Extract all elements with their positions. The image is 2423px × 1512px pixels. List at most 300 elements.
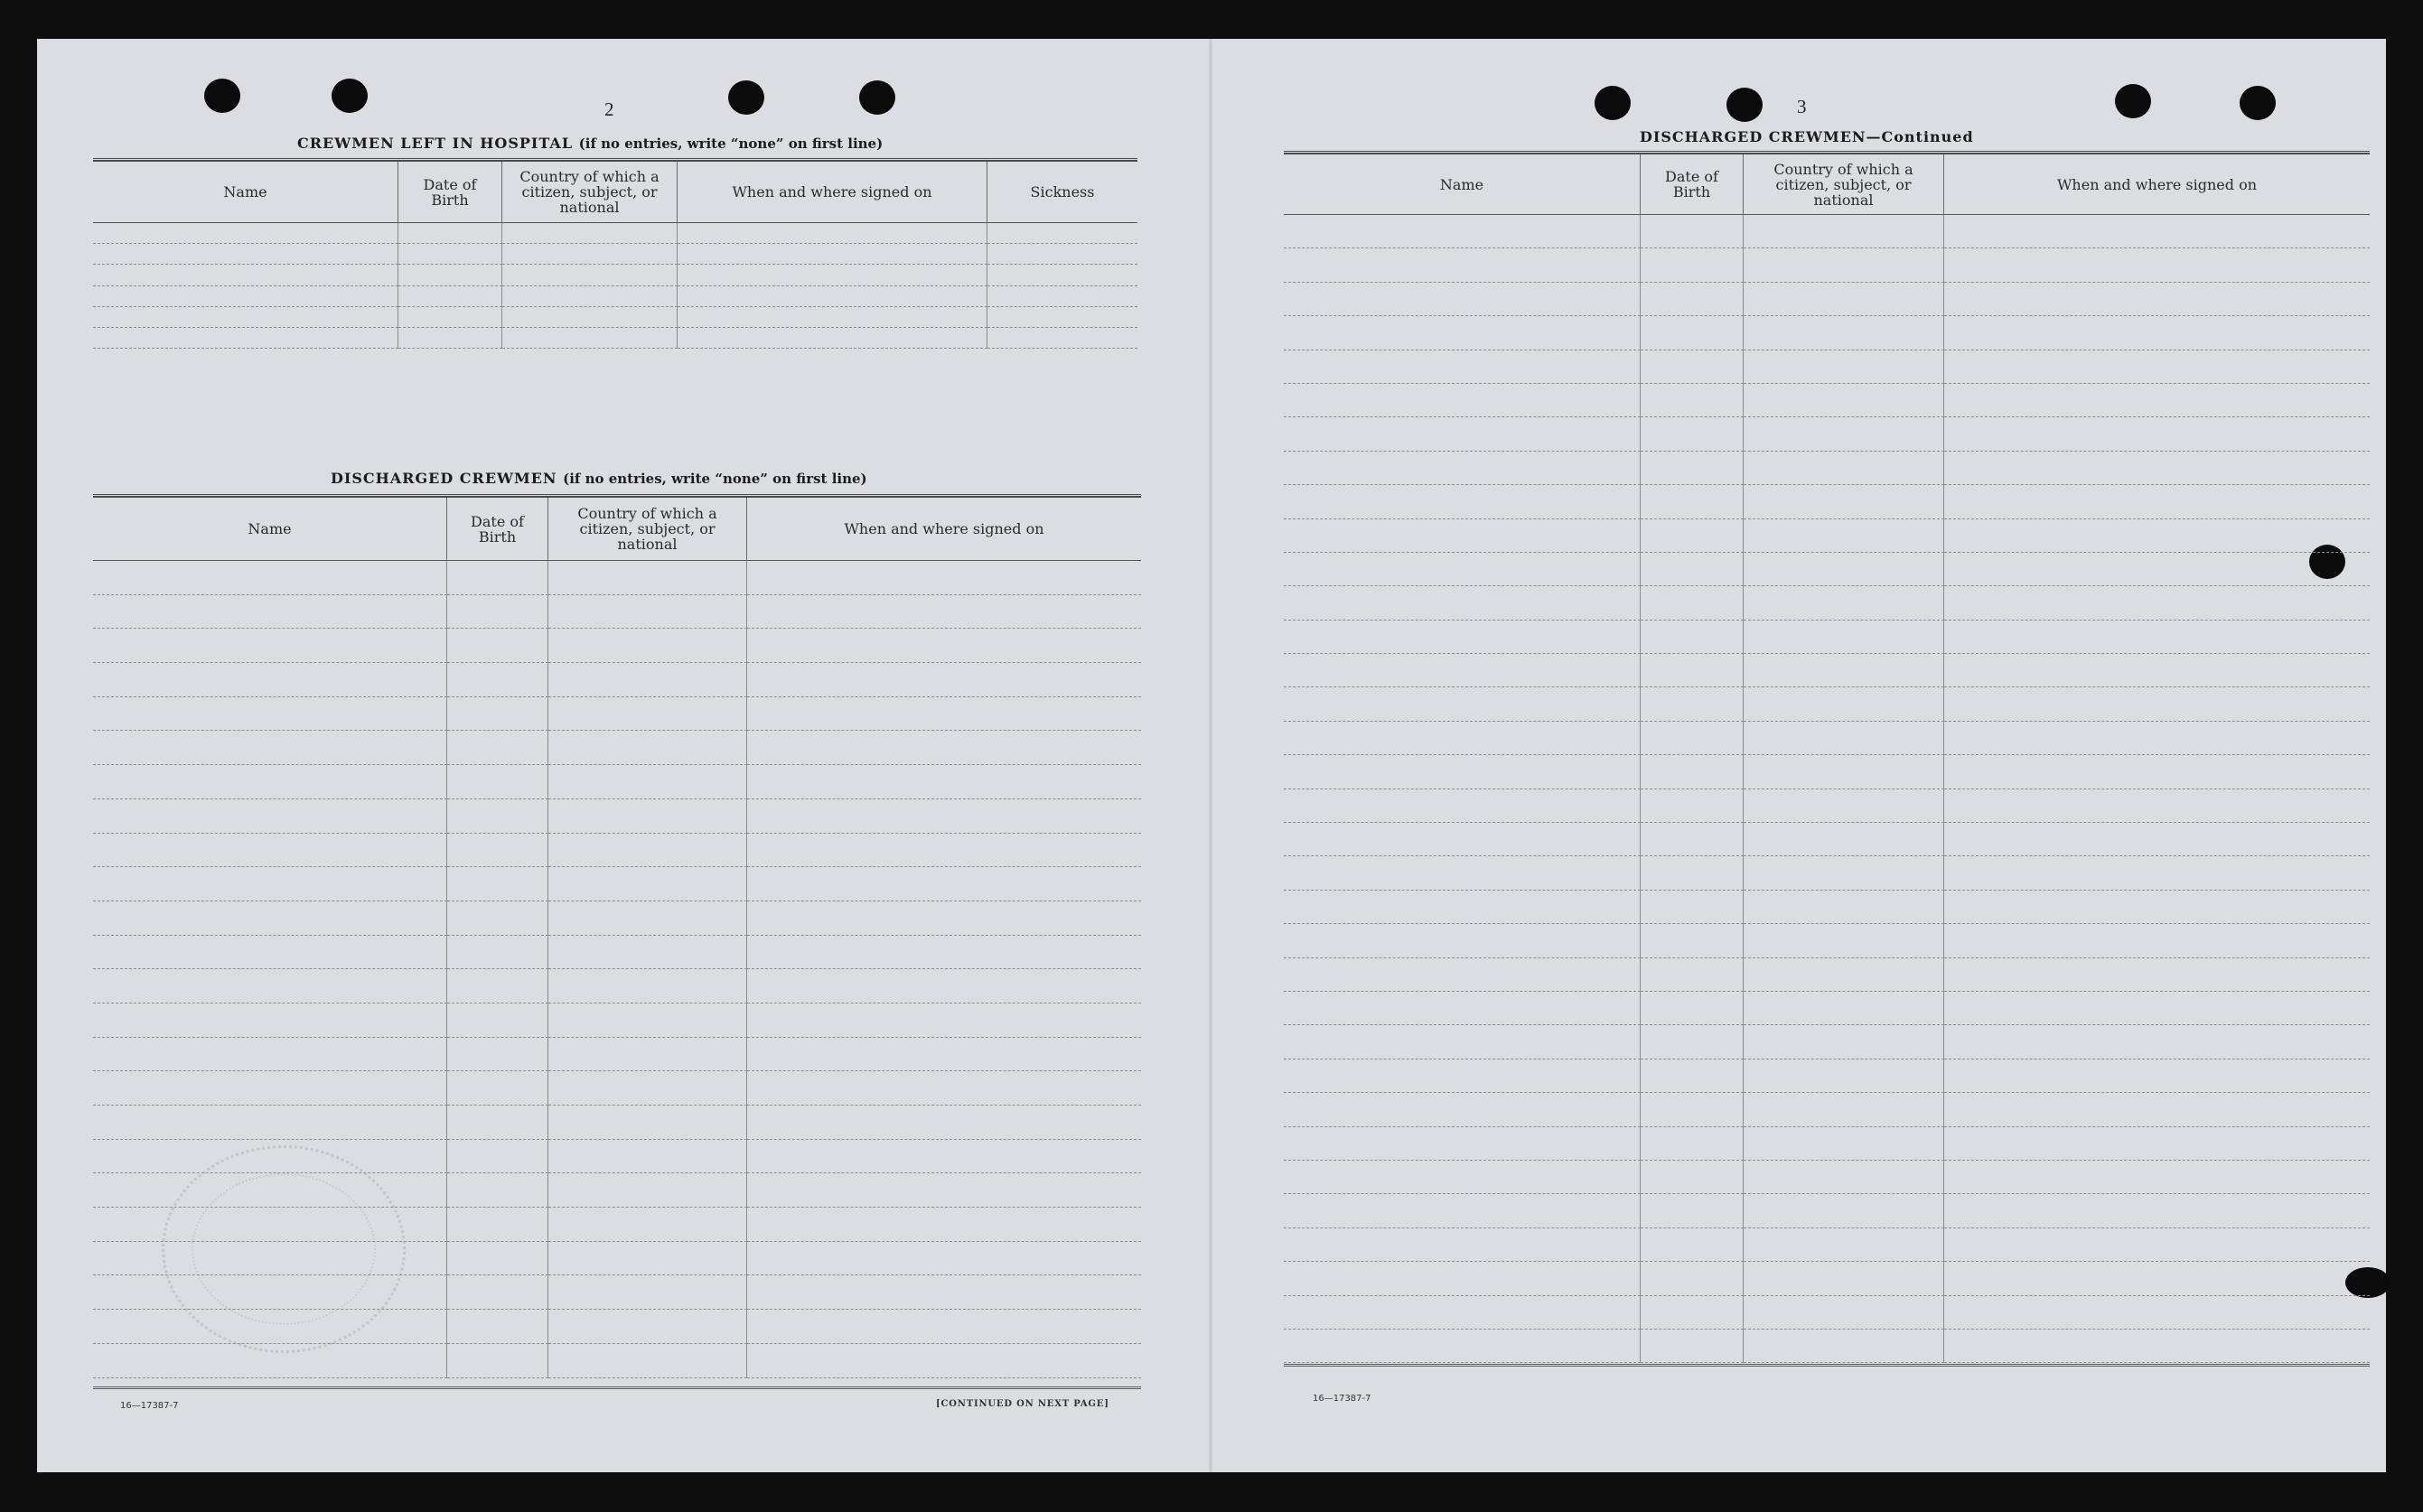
table-cell (1744, 519, 1944, 553)
punch-hole (1726, 88, 1763, 122)
punch-hole (2240, 86, 2276, 120)
punch-hole (859, 80, 895, 115)
table-cell (447, 1038, 548, 1072)
table-cell (1944, 621, 2370, 654)
table-cell (747, 1310, 1141, 1344)
table-cell (1284, 283, 1641, 316)
table-cell (548, 799, 747, 834)
table-cell (93, 1242, 447, 1276)
table-cell (747, 629, 1141, 663)
table-cell (548, 765, 747, 799)
table-cell (1641, 519, 1744, 553)
table-cell (93, 286, 398, 307)
table-cell (747, 834, 1141, 868)
table-cell (1944, 755, 2370, 789)
table-cell (93, 799, 447, 834)
form-number: 16—17387-7 (1313, 1394, 1371, 1404)
table-cell (747, 731, 1141, 765)
table-cell (1284, 1194, 1641, 1227)
table-cell (1284, 1059, 1641, 1093)
table-cell (548, 561, 747, 595)
table-cell (747, 1242, 1141, 1276)
table-cell (548, 834, 747, 868)
table-cell (1284, 519, 1641, 553)
table-cell (1744, 586, 1944, 620)
table-cell (447, 1310, 548, 1344)
discharged-title-text: DISCHARGED CREWMEN (331, 470, 557, 487)
table-cell (93, 328, 398, 349)
col-header-country: Country of which a citizen, subject, or national (548, 498, 747, 561)
table-cell (1944, 1025, 2370, 1059)
table-cell (1744, 722, 1944, 755)
table-cell (1641, 958, 1744, 992)
table-cell (1744, 856, 1944, 890)
table-cell (1284, 958, 1641, 992)
table-cell (747, 1173, 1141, 1208)
table-cell (678, 328, 987, 349)
table-cell (1641, 924, 1744, 957)
table-cell (548, 867, 747, 901)
table-cell (93, 561, 447, 595)
table-cell (1284, 621, 1641, 654)
table-cell (1641, 891, 1744, 924)
table-cell (1641, 1262, 1744, 1295)
table-cell (1744, 316, 1944, 350)
table-cell (1284, 654, 1641, 687)
table-cell (747, 765, 1141, 799)
table-cell (1641, 215, 1744, 248)
table-cell (1744, 924, 1944, 957)
table-cell (1641, 248, 1744, 282)
table-cell (1284, 316, 1641, 350)
table-cell (1641, 283, 1744, 316)
table-cell (548, 629, 747, 663)
table-cell (1284, 924, 1641, 957)
table-cell (1944, 722, 2370, 755)
table-cell (1284, 1330, 1641, 1363)
table-cell (1284, 823, 1641, 856)
table-cell (1284, 891, 1641, 924)
table-cell (93, 1038, 447, 1072)
table-cell (1641, 553, 1744, 586)
col-header-signed-on: When and where signed on (747, 498, 1141, 561)
table-cell (93, 969, 447, 1003)
table-cell (93, 1140, 447, 1174)
discharged-continued-bottom-rule (1284, 1364, 2370, 1367)
table-cell (1641, 1127, 1744, 1161)
table-cell (747, 1071, 1141, 1106)
table-cell (447, 1071, 548, 1106)
table-cell (93, 1106, 447, 1140)
table-cell (1944, 485, 2370, 518)
table-cell (548, 1275, 747, 1310)
col-header-country: Country of which a citizen, subject, or national (1744, 154, 1944, 215)
table-cell (447, 969, 548, 1003)
table-cell (1641, 1228, 1744, 1262)
table-cell (1641, 485, 1744, 518)
table-cell (1641, 1093, 1744, 1126)
table-cell (447, 867, 548, 901)
table-cell (1641, 417, 1744, 451)
punch-hole (1595, 86, 1631, 120)
table-cell (93, 1173, 447, 1208)
table-cell (502, 223, 678, 244)
hospital-table (93, 162, 1137, 349)
center-fold (1209, 39, 1212, 1472)
table-cell (447, 731, 548, 765)
table-cell (1641, 992, 1744, 1025)
table-cell (548, 595, 747, 630)
table-cell (93, 834, 447, 868)
table-cell (93, 867, 447, 901)
table-cell (678, 265, 987, 285)
table-cell (747, 901, 1141, 936)
table-cell (1944, 1194, 2370, 1227)
table-cell (447, 1208, 548, 1242)
table-cell (548, 1038, 747, 1072)
discharged-bottom-rule (93, 1386, 1141, 1389)
table-cell (1744, 958, 1944, 992)
table-cell (447, 1140, 548, 1174)
table-cell (1641, 789, 1744, 823)
col-header-signed-on: When and where signed on (1944, 154, 2370, 215)
col-header-date-of-birth: Date of Birth (447, 498, 548, 561)
table-cell (1944, 1228, 2370, 1262)
table-cell (398, 328, 502, 349)
col-header-name: Name (1284, 154, 1641, 215)
table-cell (1641, 1059, 1744, 1093)
table-cell (747, 1275, 1141, 1310)
table-cell (1744, 1093, 1944, 1126)
table-cell (447, 834, 548, 868)
table-cell (93, 663, 447, 697)
table-cell (1744, 1228, 1944, 1262)
punch-hole (332, 79, 368, 113)
table-cell (987, 307, 1137, 328)
table-cell (1944, 924, 2370, 957)
table-cell (548, 1173, 747, 1208)
table-cell (1641, 1161, 1744, 1194)
discharged-section-title (331, 470, 867, 487)
table-cell (548, 936, 747, 970)
table-cell (1284, 350, 1641, 384)
table-cell (1641, 687, 1744, 721)
table-cell (1944, 316, 2370, 350)
table-cell (548, 1106, 747, 1140)
table-cell (1944, 519, 2370, 553)
table-cell (1744, 789, 1944, 823)
table-cell (987, 244, 1137, 265)
table-cell (1944, 654, 2370, 687)
table-cell (1944, 1093, 2370, 1126)
table-cell (1944, 586, 2370, 620)
table-cell (1944, 958, 2370, 992)
table-cell (93, 1003, 447, 1038)
table-cell (1744, 687, 1944, 721)
table-cell (548, 1310, 747, 1344)
table-cell (747, 867, 1141, 901)
table-cell (1944, 417, 2370, 451)
table-cell (1744, 553, 1944, 586)
table-cell (548, 1140, 747, 1174)
table-cell (1284, 1161, 1641, 1194)
table-cell (1744, 1330, 1944, 1363)
table-cell (93, 697, 447, 732)
table-cell (1284, 384, 1641, 417)
table-cell (1744, 823, 1944, 856)
table-cell (1744, 248, 1944, 282)
table-cell (93, 936, 447, 970)
table-cell (1944, 992, 2370, 1025)
table-cell (678, 307, 987, 328)
table-cell (1284, 586, 1641, 620)
table-cell (398, 286, 502, 307)
table-cell (93, 629, 447, 663)
punch-hole (204, 79, 240, 113)
table-cell (987, 265, 1137, 285)
table-cell (1744, 452, 1944, 485)
table-cell (987, 286, 1137, 307)
table-cell (93, 223, 398, 244)
table-cell (747, 936, 1141, 970)
table-cell (1944, 350, 2370, 384)
discharged-table (93, 498, 1141, 1378)
table-cell (1284, 215, 1641, 248)
table-cell (548, 901, 747, 936)
table-cell (1284, 452, 1641, 485)
table-cell (1744, 1296, 1944, 1330)
col-header-signed-on: When and where signed on (678, 162, 987, 223)
hospital-title-note: (if no entries, write “none” on first line) (578, 135, 884, 152)
table-cell (1284, 1262, 1641, 1295)
table-cell (1641, 1330, 1744, 1363)
table-cell (93, 307, 398, 328)
table-cell (1744, 891, 1944, 924)
table-cell (447, 561, 548, 595)
table-cell (1744, 1194, 1944, 1227)
table-cell (548, 969, 747, 1003)
table-cell (1744, 621, 1944, 654)
table-cell (1284, 722, 1641, 755)
table-cell (1944, 283, 2370, 316)
table-cell (1944, 384, 2370, 417)
table-cell (548, 697, 747, 732)
col-header-date-of-birth: Date of Birth (398, 162, 502, 223)
col-header-name: Name (93, 498, 447, 561)
table-cell (1641, 316, 1744, 350)
table-cell (502, 244, 678, 265)
form-number: 16—17387-7 (120, 1401, 179, 1411)
table-cell (447, 629, 548, 663)
punch-hole (728, 80, 764, 115)
table-cell (747, 697, 1141, 732)
table-cell (548, 1344, 747, 1378)
table-cell (1284, 553, 1641, 586)
table-cell (548, 1071, 747, 1106)
table-cell (1744, 350, 1944, 384)
table-cell (93, 731, 447, 765)
table-cell (93, 1275, 447, 1310)
table-cell (502, 328, 678, 349)
table-cell (398, 265, 502, 285)
table-cell (1641, 586, 1744, 620)
table-cell (447, 1173, 548, 1208)
table-cell (747, 1140, 1141, 1174)
table-cell (1284, 1127, 1641, 1161)
table-cell (1944, 553, 2370, 586)
table-cell (447, 1242, 548, 1276)
table-cell (447, 697, 548, 732)
table-cell (447, 663, 548, 697)
table-cell (1284, 248, 1641, 282)
table-cell (93, 265, 398, 285)
table-cell (1744, 1127, 1944, 1161)
discharged-continued-title: DISCHARGED CREWMEN—Continued (1640, 128, 1974, 145)
table-cell (1641, 823, 1744, 856)
table-cell (1944, 823, 2370, 856)
table-cell (1284, 755, 1641, 789)
hospital-section-title (297, 135, 883, 152)
table-cell (93, 765, 447, 799)
table-cell (1641, 1025, 1744, 1059)
table-cell (747, 1208, 1141, 1242)
table-cell (747, 561, 1141, 595)
table-cell (1641, 384, 1744, 417)
discharged-continued-table (1284, 154, 2370, 1363)
table-cell (1284, 417, 1641, 451)
table-cell (447, 1003, 548, 1038)
table-cell (93, 1310, 447, 1344)
page-number: 2 (604, 98, 614, 120)
table-cell (447, 936, 548, 970)
table-cell (93, 244, 398, 265)
table-cell (1284, 485, 1641, 518)
table-cell (398, 223, 502, 244)
table-cell (1284, 687, 1641, 721)
col-header-sickness: Sickness (987, 162, 1137, 223)
hospital-title-text: CREWMEN LEFT IN HOSPITAL (297, 135, 574, 152)
table-cell (1284, 789, 1641, 823)
table-cell (987, 223, 1137, 244)
table-cell (1641, 452, 1744, 485)
table-cell (1944, 1059, 2370, 1093)
table-cell (447, 901, 548, 936)
table-cell (1284, 1025, 1641, 1059)
table-cell (1284, 856, 1641, 890)
table-cell (1944, 1330, 2370, 1363)
table-cell (447, 799, 548, 834)
table-cell (502, 286, 678, 307)
table-cell (447, 1275, 548, 1310)
table-cell (1641, 1296, 1744, 1330)
table-cell (1284, 1296, 1641, 1330)
table-cell (1944, 789, 2370, 823)
table-cell (93, 901, 447, 936)
table-cell (447, 765, 548, 799)
table-cell (548, 1003, 747, 1038)
table-cell (1744, 417, 1944, 451)
table-cell (93, 1071, 447, 1106)
table-cell (1744, 485, 1944, 518)
table-cell (1641, 350, 1744, 384)
table-cell (1641, 654, 1744, 687)
table-cell (548, 731, 747, 765)
col-header-country: Country of which a citizen, subject, or national (502, 162, 678, 223)
table-cell (1744, 755, 1944, 789)
table-cell (1744, 1059, 1944, 1093)
table-cell (747, 595, 1141, 630)
table-cell (678, 286, 987, 307)
table-cell (1944, 687, 2370, 721)
table-cell (1284, 992, 1641, 1025)
table-cell (1944, 1161, 2370, 1194)
table-cell (1284, 1228, 1641, 1262)
table-cell (747, 1003, 1141, 1038)
table-cell (1944, 248, 2370, 282)
discharged-title-note: (if no entries, write “none” on first line) (563, 471, 867, 487)
table-cell (987, 328, 1137, 349)
table-cell (447, 1344, 548, 1378)
table-cell (1944, 452, 2370, 485)
table-cell (502, 307, 678, 328)
table-cell (93, 595, 447, 630)
col-header-date-of-birth: Date of Birth (1641, 154, 1744, 215)
table-cell (1284, 1093, 1641, 1126)
continued-note: [CONTINUED ON NEXT PAGE] (936, 1399, 1109, 1409)
table-cell (1744, 654, 1944, 687)
table-cell (747, 799, 1141, 834)
table-cell (1744, 1025, 1944, 1059)
table-cell (548, 663, 747, 697)
table-cell (747, 1344, 1141, 1378)
table-cell (447, 1106, 548, 1140)
table-cell (1641, 856, 1744, 890)
table-cell (1944, 891, 2370, 924)
table-cell (1744, 992, 1944, 1025)
table-cell (747, 969, 1141, 1003)
table-cell (1744, 283, 1944, 316)
col-header-name: Name (93, 162, 398, 223)
table-cell (678, 223, 987, 244)
table-cell (1944, 215, 2370, 248)
table-cell (1641, 621, 1744, 654)
document-sheet (37, 39, 2386, 1472)
table-cell (93, 1344, 447, 1378)
table-cell (1641, 755, 1744, 789)
table-cell (93, 1208, 447, 1242)
table-cell (1744, 384, 1944, 417)
table-cell (1944, 1262, 2370, 1295)
table-cell (1944, 1296, 2370, 1330)
table-cell (398, 244, 502, 265)
table-cell (447, 595, 548, 630)
punch-hole (2115, 84, 2151, 118)
table-cell (502, 265, 678, 285)
table-cell (1641, 1194, 1744, 1227)
page-number: 3 (1797, 96, 1807, 117)
table-cell (548, 1242, 747, 1276)
table-cell (678, 244, 987, 265)
table-cell (1744, 1161, 1944, 1194)
table-cell (1944, 856, 2370, 890)
table-cell (747, 663, 1141, 697)
table-cell (747, 1106, 1141, 1140)
table-cell (548, 1208, 747, 1242)
table-cell (1944, 1127, 2370, 1161)
table-cell (1744, 1262, 1944, 1295)
table-cell (1641, 722, 1744, 755)
table-cell (398, 307, 502, 328)
